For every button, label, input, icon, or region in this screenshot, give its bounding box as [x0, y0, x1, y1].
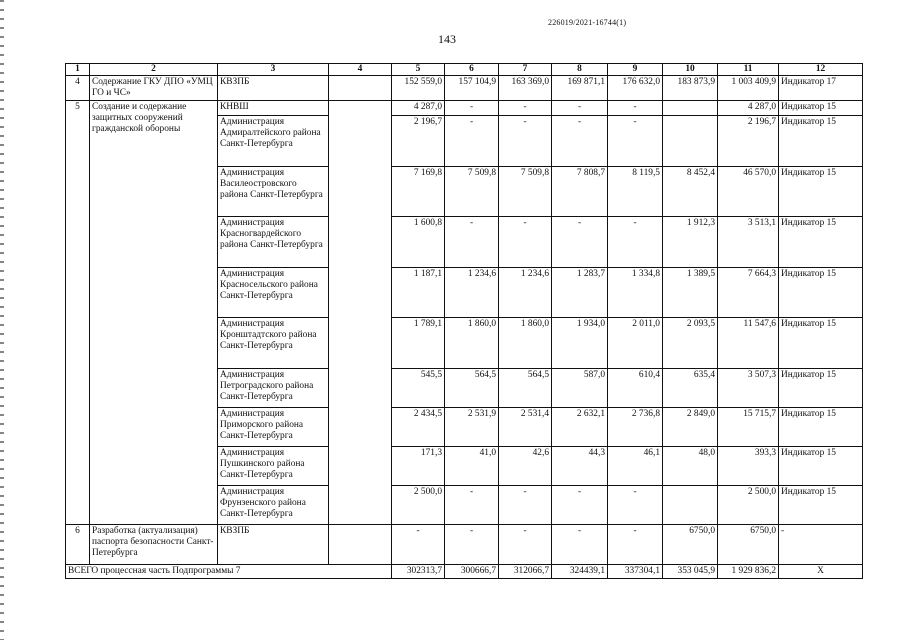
column-header: 2 [90, 64, 218, 76]
total-value-cell: 353 045,9 [663, 565, 718, 579]
value-cell: 169 871,1 [552, 76, 608, 101]
value-cell: - [552, 525, 608, 565]
total-indicator-cell: X [779, 565, 863, 579]
executor-cell: Администрация Красногвардейского района Санкт-Петербурга [218, 217, 329, 268]
value-cell: 46,1 [608, 447, 663, 486]
document-id: 226019/2021-16744(1) [548, 18, 627, 27]
empty-cell [329, 101, 392, 525]
executor-cell: Администрация Приморского района Санкт-Петербурга [218, 408, 329, 447]
indicator-cell: Индикатор 15 [779, 268, 863, 318]
value-cell: 2 531,9 [445, 408, 499, 447]
column-header: 5 [392, 64, 445, 76]
value-cell: - [552, 116, 608, 167]
value-cell: 2 500,0 [392, 486, 445, 525]
value-cell: 2 196,7 [718, 116, 779, 167]
value-cell: - [445, 101, 499, 116]
value-cell: 610,4 [608, 369, 663, 408]
executor-cell: КВЗПБ [218, 76, 329, 101]
column-header: 8 [552, 64, 608, 76]
value-cell: 2 011,0 [608, 318, 663, 369]
value-cell: 1 934,0 [552, 318, 608, 369]
value-cell: 8 452,4 [663, 167, 718, 217]
total-label: ВСЕГО процессная часть Подпрограммы 7 [66, 565, 392, 579]
value-cell: 157 104,9 [445, 76, 499, 101]
activity-name: Разработка (актуализация) паспорта безопасности Санкт-Петербурга [90, 525, 218, 565]
value-cell: 48,0 [663, 447, 718, 486]
total-value-cell: 300666,7 [445, 565, 499, 579]
value-cell: 587,0 [552, 369, 608, 408]
value-cell: 1 860,0 [499, 318, 552, 369]
value-cell: - [445, 116, 499, 167]
value-cell: 6750,0 [718, 525, 779, 565]
value-cell: - [499, 116, 552, 167]
table-row [66, 101, 863, 116]
value-cell [663, 486, 718, 525]
column-header: 4 [329, 64, 392, 76]
value-cell: 7 664,3 [718, 268, 779, 318]
value-cell: 3 513,1 [718, 217, 779, 268]
value-cell: 545,5 [392, 369, 445, 408]
value-cell: - [392, 525, 445, 565]
value-cell: 171,3 [392, 447, 445, 486]
value-cell: - [608, 217, 663, 268]
value-cell: 44,3 [552, 447, 608, 486]
value-cell: 15 715,7 [718, 408, 779, 447]
column-header: 3 [218, 64, 329, 76]
total-value-cell: 1 929 836,2 [718, 565, 779, 579]
table-row [66, 76, 863, 101]
total-value-cell: 312066,7 [499, 565, 552, 579]
empty-cell [329, 76, 392, 101]
value-cell: 1 283,7 [552, 268, 608, 318]
value-cell: 46 570,0 [718, 167, 779, 217]
activity-name: Создание и содержание защитных сооружений гражданской обороны [90, 101, 218, 525]
row-number: 5 [66, 101, 90, 525]
value-cell: 2 500,0 [718, 486, 779, 525]
indicator-cell: Индикатор 15 [779, 447, 863, 486]
value-cell: 11 547,6 [718, 318, 779, 369]
value-cell: 1 600,8 [392, 217, 445, 268]
value-cell: - [608, 525, 663, 565]
value-cell: 8 119,5 [608, 167, 663, 217]
value-cell: 163 369,0 [499, 76, 552, 101]
executor-cell: Администрация Петроградского района Санкт-Петербурга [218, 369, 329, 408]
indicator-cell: Индикатор 15 [779, 318, 863, 369]
value-cell: 393,3 [718, 447, 779, 486]
value-cell: - [445, 525, 499, 565]
value-cell: 2 632,1 [552, 408, 608, 447]
value-cell: 152 559,0 [392, 76, 445, 101]
executor-cell: Администрация Пушкинского района Санкт-Петербурга [218, 447, 329, 486]
indicator-cell: Индикатор 15 [779, 116, 863, 167]
indicator-cell: Индикатор 15 [779, 369, 863, 408]
value-cell: 42,6 [499, 447, 552, 486]
executor-cell: Администрация Красносельского района Санкт-Петербурга [218, 268, 329, 318]
value-cell: 1 234,6 [445, 268, 499, 318]
executor-cell: Администрация Кронштадтского района Санкт-Петербурга [218, 318, 329, 369]
value-cell: - [552, 486, 608, 525]
value-cell [663, 116, 718, 167]
total-value-cell: 324439,1 [552, 565, 608, 579]
executor-cell: КНВШ [218, 101, 329, 116]
page-number: 143 [438, 32, 456, 46]
value-cell: 1 003 409,9 [718, 76, 779, 101]
value-cell: 3 507,3 [718, 369, 779, 408]
column-header: 12 [779, 64, 863, 76]
row-number: 6 [66, 525, 90, 565]
indicator-cell: - [779, 525, 863, 565]
value-cell: 1 234,6 [499, 268, 552, 318]
value-cell: 1 334,8 [608, 268, 663, 318]
indicator-cell: Индикатор 15 [779, 217, 863, 268]
total-row [66, 565, 863, 579]
header-row [66, 64, 863, 76]
value-cell: - [608, 486, 663, 525]
value-cell: - [608, 101, 663, 116]
value-cell: - [499, 101, 552, 116]
value-cell: - [445, 486, 499, 525]
activity-name: Содержание ГКУ ДПО «УМЦ ГО и ЧС» [90, 76, 218, 101]
value-cell: - [499, 217, 552, 268]
row-number: 4 [66, 76, 90, 101]
value-cell: 2 196,7 [392, 116, 445, 167]
indicator-cell: Индикатор 15 [779, 486, 863, 525]
column-header: 10 [663, 64, 718, 76]
value-cell: - [552, 217, 608, 268]
value-cell: 1 912,3 [663, 217, 718, 268]
value-cell: 4 287,0 [718, 101, 779, 116]
value-cell: 2 531,4 [499, 408, 552, 447]
budget-table [65, 63, 863, 579]
value-cell: 183 873,9 [663, 76, 718, 101]
value-cell: 1 789,1 [392, 318, 445, 369]
table-row [66, 525, 863, 565]
column-header: 7 [499, 64, 552, 76]
value-cell: 2 849,0 [663, 408, 718, 447]
total-value-cell: 302313,7 [392, 565, 445, 579]
value-cell: 4 287,0 [392, 101, 445, 116]
value-cell: 564,5 [445, 369, 499, 408]
value-cell: - [445, 217, 499, 268]
column-header: 6 [445, 64, 499, 76]
value-cell: 6750,0 [663, 525, 718, 565]
column-header: 11 [718, 64, 779, 76]
indicator-cell: Индикатор 17 [779, 76, 863, 101]
executor-cell: КВЗПБ [218, 525, 329, 565]
scan-edge-marks [0, 0, 4, 640]
value-cell: 1 389,5 [663, 268, 718, 318]
empty-cell [329, 525, 392, 565]
executor-cell: Администрация Фрунзенского района Санкт-Петербурга [218, 486, 329, 525]
value-cell: 7 169,8 [392, 167, 445, 217]
value-cell: 7 808,7 [552, 167, 608, 217]
value-cell: 7 509,8 [445, 167, 499, 217]
value-cell: 41,0 [445, 447, 499, 486]
value-cell: - [552, 101, 608, 116]
column-header: 9 [608, 64, 663, 76]
total-value-cell: 337304,1 [608, 565, 663, 579]
value-cell: 2 434,5 [392, 408, 445, 447]
value-cell: 176 632,0 [608, 76, 663, 101]
value-cell: 564,5 [499, 369, 552, 408]
value-cell: - [499, 486, 552, 525]
value-cell: - [608, 116, 663, 167]
value-cell: 7 509,8 [499, 167, 552, 217]
value-cell: 1 187,1 [392, 268, 445, 318]
value-cell: 2 093,5 [663, 318, 718, 369]
value-cell: 635,4 [663, 369, 718, 408]
value-cell: 1 860,0 [445, 318, 499, 369]
value-cell: - [499, 525, 552, 565]
indicator-cell: Индикатор 15 [779, 408, 863, 447]
value-cell: 2 736,8 [608, 408, 663, 447]
column-header: 1 [66, 64, 90, 76]
indicator-cell: Индикатор 15 [779, 167, 863, 217]
executor-cell: Администрация Василеостровского района Санкт-Петербурга [218, 167, 329, 217]
indicator-cell: Индикатор 15 [779, 101, 863, 116]
value-cell [663, 101, 718, 116]
executor-cell: Администрация Адмиралтейского района Санкт-Петербурга [218, 116, 329, 167]
